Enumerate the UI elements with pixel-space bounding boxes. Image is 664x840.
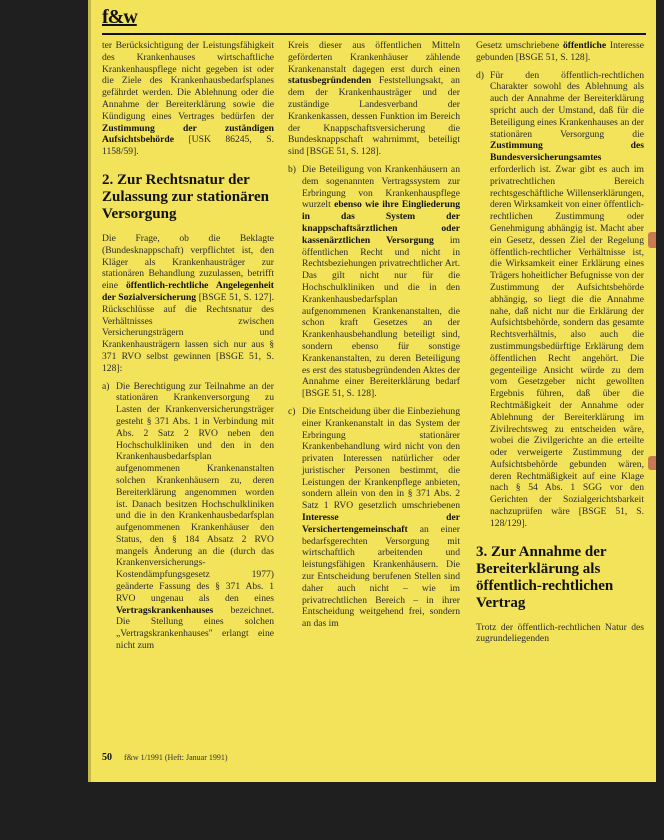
- section-heading-2: 2. Zur Rechtsnatur der Zulassung zur stationären Versorgung: [102, 171, 269, 222]
- list-item-d: d) Für den öffentlich-rechtlichen Charakter sowohl des Ablehnung als auch der Annahme der Bereiterklärung spricht auch der Umstand, daß für die Beteiligung eines Krankenhauses an der stationären Versorgung die Zustimmung des Bundesversicherungsamtes erforderlich ist. Zwar gibt es auch im privatrechtlichen Bereich rechtsgeschäftliche Willenserklärungen, deren Wirksamkeit von einer öffentlich-rechtlichen Zustimmung oder Genehmigung abhängig ist. Macht aber ein Gesetz, dessen Ziel der Regelung öffentlich-rechtlicher Verhältnisse ist, die Wirksamkeit einer Erklärung eines Trägers hoheitlicher Befugnisse von der Zustimmung der Aufsichtsbehörde abhängig, so liegt die die Annahme nahe, daß nicht nur die Erklärung der Aufsichtsbehörde, sondern das gesamte Rechtsverhältnis, also auch die zustimmungsbedürftige Erklärung dem öffentlichen Recht angehört. Die gegenteilige Ansicht würde zu dem vom Gesetzgeber nicht gewollten Ergebnis führen, daß über die Rechtmäßigkeit der Annahme oder Ablehnung der Bereiterklärung im Zivilrechtsweg zu entscheiden wäre, wobei die Zivilgerichte an die erteilte oder verweigerte Zustimmung der Aufsichtsbehörde gebunden wären, deren Rechtmäßigkeit auf eine Klage nach § 54 Abs. 1 SGG vor den Gerichten der Sozialgerichtsbarkeit nachzuprüfen wäre [BSGE 51, S. 128/129].: [476, 69, 644, 529]
- page-footer: [102, 752, 228, 763]
- column-3: [476, 40, 644, 730]
- paragraph: Kreis dieser aus öffentlichen Mitteln geförderten Krankenhäuser zählende Krankenanstalt dagegen erst durch einen statusbegründenden Feststellungsakt, an dem der Krankenhausträger und der zuständige Landesverband der Krankenkassen, dessen Funktion im Bereich der Knappschaftsversicherung die Bundesknappschaft wahrnimmt, beteiligt sind [BSGE 51, S. 128].: [288, 40, 460, 158]
- section-heading-3: 3. Zur Annahme der Bereiterklärung als öffentlich-rechtlichen Vertrag: [476, 543, 614, 611]
- footer-citation: f&w 1/1991 (Heft: Januar 1991): [124, 753, 228, 762]
- paper-clip-mark: [648, 456, 656, 470]
- paragraph: Die Frage, ob die Beklagte (Bundesknappschaft) verpflichtet ist, den Kläger als Krankenhausträger zur stationären Behandlung zuzulassen, betrifft eine öffentlich-rechtliche Angelegenheit der Sozialversicherung [BSGE 51, S. 127]. Rückschlüsse auf die Rechtsnatur des Verhältnisses zwischen Versicherungsträgern und Krankenhausträgern lassen sich nur aus § 371 RVO selbst gewinnen [BSGE 51, S. 128]:: [102, 232, 274, 374]
- header-rule: [102, 33, 646, 35]
- column-2: [288, 40, 460, 730]
- column-1: [102, 40, 274, 730]
- page-number: 50: [102, 752, 112, 763]
- list-item-a: a) Die Berechtigung zur Teilnahme an der stationären Krankenversorgung zu Lasten der Krankenversicherungsträger gesteht § 371 Abs. 1 in Verbindung mit Abs. 2 Satz 2 RVO neben den Hochschulkliniken und den in den Krankenhausbedarfsplan aufgenommenen Krankenanstalten solchen Krankenhäusern zu, deren Bereiterklärung angenommen worden ist. Danach besitzen Hochschulkliniken und die in den Krankenhausbedarfsplan aufgenommenen Krankenhäuser den Status, den § 184 Absatz 2 RVO mangels Änderung an die (durch das Krankenversicherungs-Kostendämpfungsgesetz 1977) geänderte Fassung des § 371 Abs. 1 RVO ungenau als den eines Vertragskrankenhauses bezeichnet. Die Stellung eines solchen „Vertragskrankenhauses" erlangt eine nicht zum: [102, 380, 274, 652]
- paragraph: Gesetz umschriebene öffentliche Interesse gebunden [BSGE 51, S. 128].: [476, 40, 644, 63]
- paragraph: ter Berücksichtigung der Leistungsfähigkeit des Krankenhauses wirtschaftliche Krankenhauspflege nicht gegeben ist oder die Ziele des Krankenhausbedarfsplanes gefährdet werden. Die Ablehnung oder die Annahme der Bereiterklärung sowie die Kündigung eines Vertrages bedürfen der Zustimmung der zuständigen Aufsichtsbehörde [USK 86245, S. 1158/59].: [102, 40, 274, 158]
- list-item-b: b) Die Beteiligung von Krankenhäusern an dem sogenannten Vertragssystem zur Erbringung von Krankenhauspflege wurzelt ebenso wie ihre Eingliederung in das System der knappschaftsärztlichen oder kassenärztlichen Versorgung im öffentlichen Recht und nicht in Rechtsbeziehungen privatrechtlicher Art. Das gilt nicht nur für die Hochschulkliniken und die in den Krankenhausbedarfsplan aufgenommenen Krankenanstalten, die schon kraft Gesetzes an der Krankenhausbehandlung beteiligt sind, sondern ebenso für sonstige Krankenanstalten, zu deren Beteiligung es erst des statusbegründenden Aktes der Annahme einer Bereiterklärung bedarf [BSGE 51, S. 128].: [288, 163, 460, 400]
- list-item-c: c) Die Entscheidung über die Einbeziehung einer Krankenanstalt in das System der Erbringung stationärer Krankenbehandlung wird nicht von den privaten Interessen natürlicher oder juristischer Personen bestimmt, die Leistungen der Krankenpflege anbieten, sondern allein von den in § 371 Abs. 2 Satz 1 RVO gesetzlich umschriebenen Interesse der Versichertengemeinschaft an einer bedarfsgerechten Versorgung mit wirtschaftlich arbeitenden und leistungsfähigen Krankenhäusern. Die zur Entscheidung berufenen Stellen sind daher auch nicht – wie im privatrechtlichen Bereich – in ihrer Entscheidung weitgehend frei, sondern an das im: [288, 405, 460, 630]
- paper-clip-mark: [648, 232, 656, 248]
- journal-logo: f&w: [102, 6, 137, 28]
- paragraph: Trotz der öffentlich-rechtlichen Natur des zugrundeliegenden: [476, 621, 644, 645]
- journal-page: [88, 0, 656, 782]
